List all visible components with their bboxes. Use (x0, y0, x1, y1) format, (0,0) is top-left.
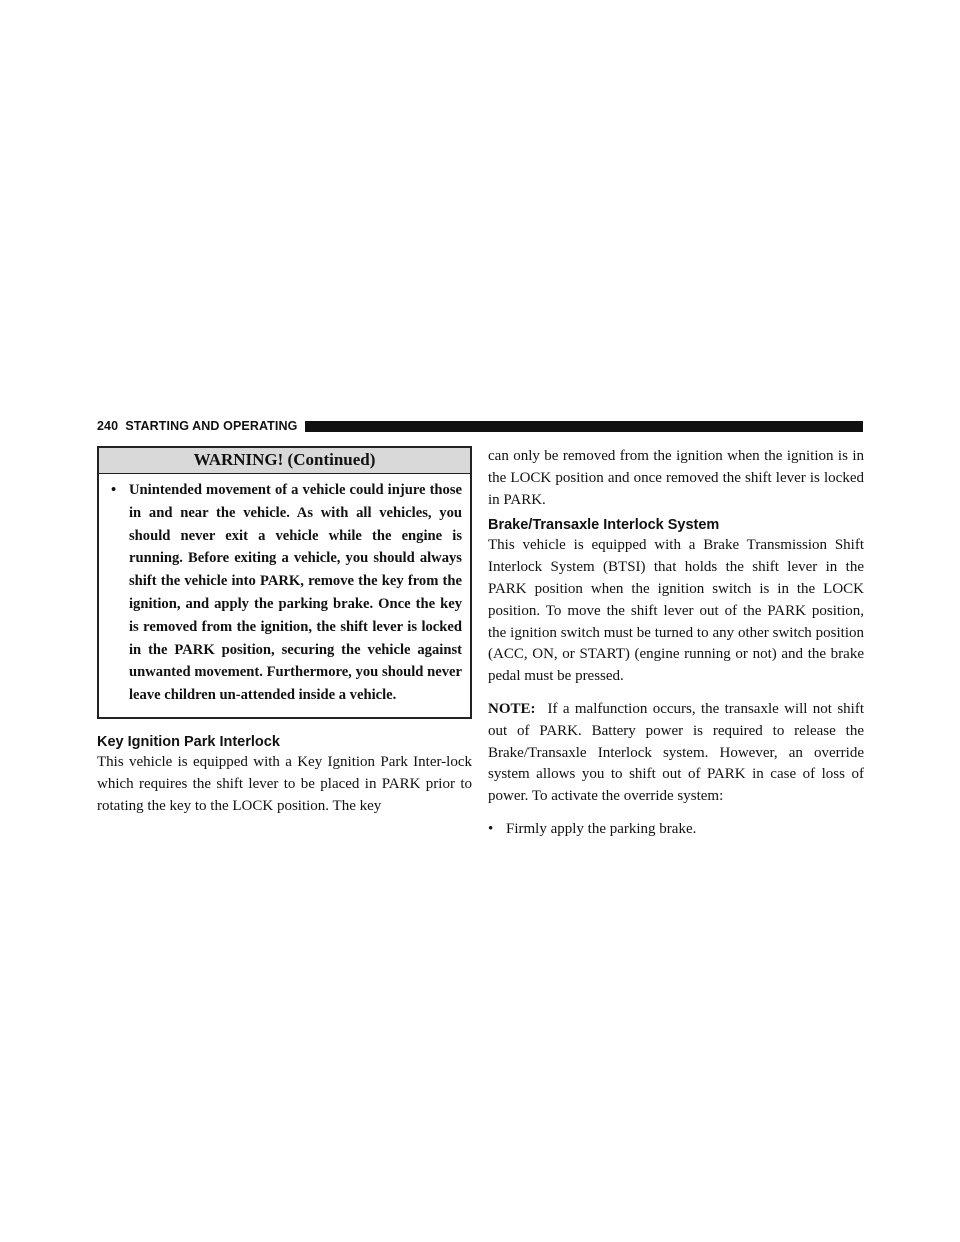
list-item-text: Firmly apply the parking brake. (506, 820, 697, 837)
warning-title: WARNING! (Continued) (99, 448, 470, 474)
page-header (97, 418, 863, 434)
page-header-text (97, 418, 305, 434)
warning-body (99, 474, 470, 717)
key-ignition-text-part1: This vehicle is equipped with a Key Ignition Park Inter-lock which requires the shift lever to be placed in PARK prior to rotating the key to the LOCK position. The key (97, 753, 472, 814)
note-text: If a malfunction occurs, the transaxle will not shift out of PARK. Battery power is required to release the Brake/Transaxle Interlock system. However, an override system allows you to shift out of PARK in case of loss of power. To activate the override system: (488, 700, 864, 805)
brake-interlock-heading: Brake/Transaxle Interlock System (488, 517, 720, 534)
bullet-icon: • (111, 482, 117, 498)
page-number: 240 (97, 419, 119, 433)
section-title: STARTING AND OPERATING (125, 419, 298, 433)
left-column (97, 446, 472, 817)
right-column (488, 446, 864, 841)
note-label: NOTE: (488, 700, 536, 717)
note-paragraph (488, 699, 864, 808)
list-item (488, 819, 864, 841)
key-ignition-heading: Key Ignition Park Interlock (97, 733, 280, 750)
bullet-icon: • (488, 820, 494, 837)
key-ignition-text-part2: can only be removed from the ignition when the ignition is in the LOCK position and once removed the shift lever is locked in PARK. (488, 448, 864, 508)
warning-text: Unintended movement of a vehicle could injure those in and near the vehicle. As with all vehicles, you should never exit a vehicle while the engine is running. Before exiting a vehicle, you should always shift the vehicle into PARK, remove the key from the ignition, and apply the parking brake. Once the key is removed from the ignition, the shift lever is locked in the PARK position, securing the vehicle against unwanted movement. Furthermore, you should never leave children un-attended inside a vehicle. (129, 482, 462, 704)
warning-box (97, 446, 472, 719)
brake-interlock-text: This vehicle is equipped with a Brake Transmission Shift Interlock System (BTSI) that holds the shift lever in the PARK position when the ignition switch is in the LOCK position. To move the shift lever out of the PARK position, the ignition switch must be turned to any other switch position (ACC, ON, or START) (engine running or not) and the brake pedal must be pressed. (488, 537, 864, 685)
